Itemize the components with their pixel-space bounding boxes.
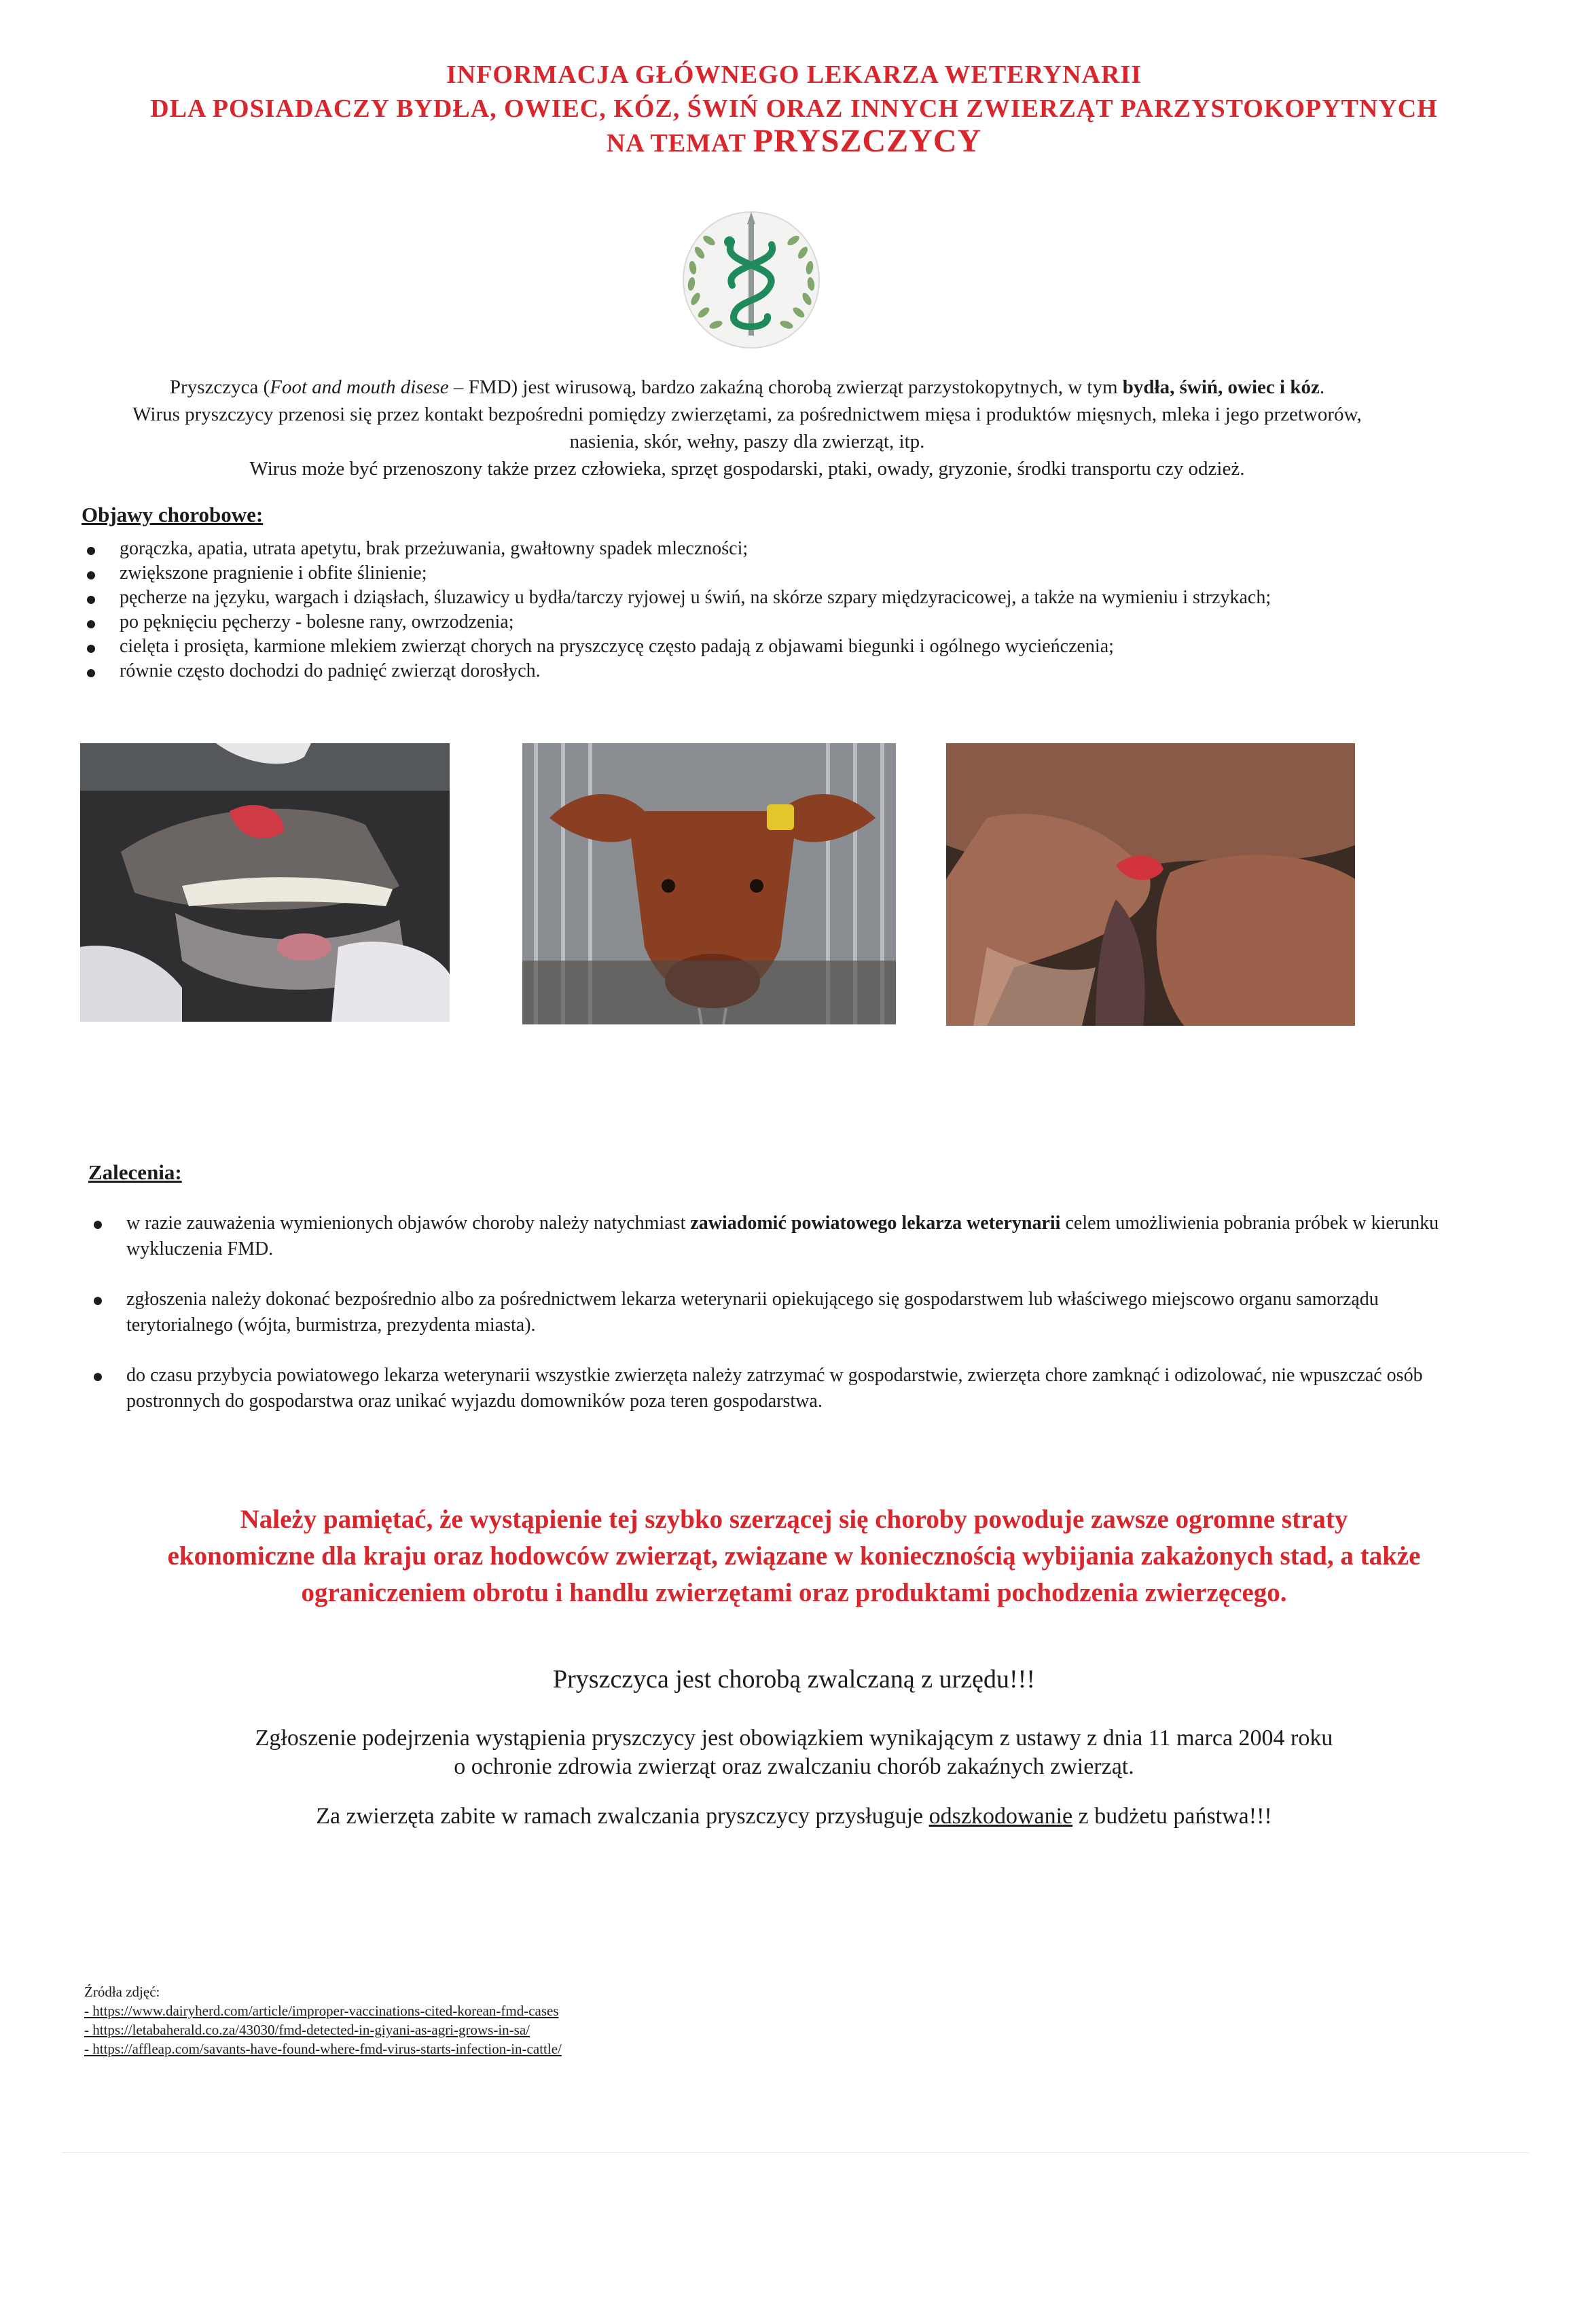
symptom-item: zwiększone pragnienie i obfite ślinienie;: [82, 561, 1521, 586]
symptom-item: cielęta i prosięta, karmione mlekiem zwierząt chorych na pryszczycę często padają z objawami biegunki i ogólnego wycieńczenia;: [82, 634, 1521, 659]
symptom-item: po pęknięciu pęcherzy - bolesne rany, owrzodzenia;: [82, 610, 1521, 634]
legal-obligation-note: [0, 1724, 1588, 1781]
source-link[interactable]: - https://letabaherald.co.za/43030/fmd-detected-in-giyani-as-agri-grows-in-sa/: [84, 2022, 530, 2038]
photo-sources: [84, 1982, 562, 2058]
header-line-3: [0, 122, 1588, 160]
warning-line-1: Należy pamiętać, że wystąpienie tej szybko szerzącej się choroby powoduje zawsze ogromne straty: [240, 1505, 1348, 1534]
compensation-note: [0, 1804, 1588, 1829]
symptom-item: równie często dochodzi do padnięć zwierząt dorosłych.: [82, 659, 1521, 683]
intro-text: [102, 374, 1392, 482]
law-line-2: o ochronie zdrowia zwierząt oraz zwalczaniu chorób zakaźnych zwierząt.: [454, 1754, 1134, 1779]
photo-infected-hoof: [946, 743, 1355, 1026]
recommendations-list: [88, 1211, 1454, 1439]
symptom-item: pęcherze na języku, wargach i dziąsłach, śluzawicy u bydła/tarczy ryjowej u świń, na skórze szpary międzyracicowej, a także na wymieniu i strzykach;: [82, 586, 1521, 610]
intro-p1-b: – FMD) jest wirusową, bardzo zakaźną chorobą zwierząt parzystokopytnych, w tym: [448, 376, 1123, 398]
intro-p1-end: .: [1319, 376, 1325, 398]
intro-paragraph-1: [102, 374, 1392, 401]
intro-p1-bold: bydła, świń, owiec i kóz: [1122, 376, 1320, 398]
recommendation-item: [88, 1211, 1454, 1262]
recommendation-item: do czasu przybycia powiatowego lekarza weterynarii wszystkie zwierzęta należy zatrzymać w gospodarstwie, zwierzęta chore zamknąć i odizolować, nie wpuszczać osób postronnych do gospodarstwa oraz unikać wyjazdu domowników poza teren gospodarstwa.: [88, 1363, 1454, 1414]
intro-paragraph-3: Wirus może być przenoszony także przez człowieka, sprzęt gospodarski, ptaki, owady, gryzonie, środki transportu czy odzież.: [249, 458, 1245, 480]
rec1-text-a: w razie zauważenia wymienionych objawów choroby należy natychmiast: [126, 1213, 691, 1234]
recommendation-item: zgłoszenia należy dokonać bezpośrednio albo za pośrednictwem lekarza weterynarii opiekującego się gospodarstwem lub właściwego miejscowo organu samorządu terytorialnego (wójta, burmistrza, prezydenta miasta).: [88, 1287, 1454, 1338]
rec1-text-b: celem umożliwienia pobrania próbek w kierunku wykluczenia FMD.: [126, 1213, 1439, 1259]
law-line-1: Zgłoszenie podejrzenia wystąpienia pryszczycy jest obowiązkiem wynikającym z ustawy z dnia 11 marca 2004 roku: [255, 1726, 1333, 1751]
header-line-1: INFORMACJA GŁÓWNEGO LEKARZA WETERYNARII: [446, 60, 1142, 89]
page-bottom-divider: [61, 2152, 1528, 2153]
symptom-item: gorączka, apatia, utrata apetytu, brak przeżuwania, gwałtowny spadek mleczności;: [82, 537, 1521, 561]
photo-sick-cow: [522, 743, 896, 1024]
header-disease-name: PRYSZCZYCY: [753, 123, 982, 159]
intro-paragraph-2: Wirus pryszczycy przenosi się przez kontakt bezpośredni pomiędzy zwierzętami, za pośrednictwem mięsa i produktów mięsnych, mleka i jego przetworów, nasienia, skór, wełny, paszy dla zwierząt, itp.: [132, 404, 1362, 452]
header-line-2: DLA POSIADACZY BYDŁA, OWIEC, KÓZ, ŚWIŃ ORAZ INNYCH ZWIERZĄT PARZYSTOKOPYTNYCH: [150, 94, 1438, 123]
comp-text-b: z budżetu państwa!!!: [1072, 1804, 1272, 1829]
source-link[interactable]: - https://www.dairyherd.com/article/improper-vaccinations-cited-korean-fmd-cases: [84, 2003, 559, 2019]
recommendations-heading: Zalecenia:: [88, 1160, 182, 1184]
comp-underlined: odszkodowanie: [928, 1804, 1073, 1829]
header-line-3-prefix: NA TEMAT: [606, 129, 753, 158]
warning-line-2: ekonomiczne dla kraju oraz hodowców zwierząt, związane w koniecznością wybijania zakażonych stad, a także: [167, 1541, 1421, 1571]
sources-heading: Źródła zdjęć:: [84, 1984, 160, 2000]
warning-line-3: ograniczeniem obrotu i handlu zwierzętami oraz produktami pochodzenia zwierzęcego.: [301, 1578, 1287, 1607]
economic-loss-warning: [75, 1501, 1513, 1611]
rec1-bold: zawiadomić powiatowego lekarza weterynarii: [690, 1213, 1061, 1234]
intro-p1-italic: Foot and mouth disese: [270, 376, 449, 398]
comp-text-a: Za zwierzęta zabite w ramach zwalczania pryszczycy przysługuje: [316, 1804, 929, 1829]
symptoms-list: [82, 537, 1521, 683]
photo-infected-mouth: [80, 743, 450, 1022]
official-control-note: Pryszczyca jest chorobą zwalczaną z urzędu!!!: [553, 1665, 1035, 1694]
symptoms-heading: Objawy chorobowe:: [82, 503, 264, 526]
source-link[interactable]: - https://affleap.com/savants-have-found-where-fmd-virus-starts-infection-in-cattle/: [84, 2041, 562, 2057]
veterinary-inspection-logo: [668, 197, 834, 363]
intro-p1-a: Pryszczyca (: [169, 376, 270, 398]
